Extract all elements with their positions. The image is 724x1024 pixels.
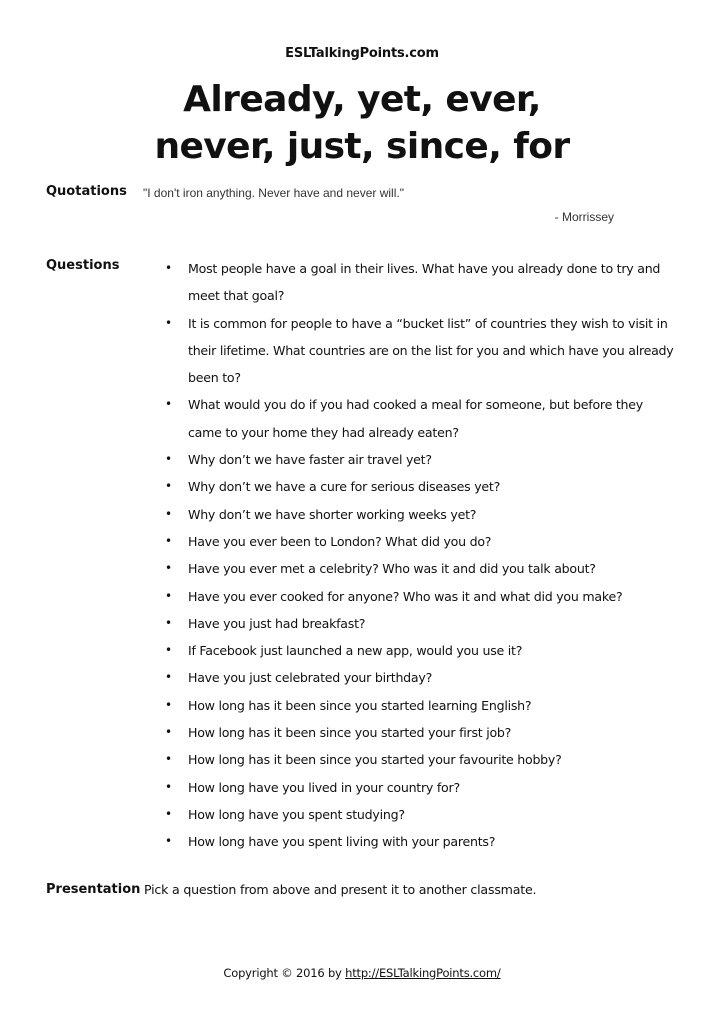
quote-text: "I don't iron anything. Never have and never will." <box>143 186 404 200</box>
copyright-text: Copyright © 2016 by <box>223 966 346 980</box>
list-item <box>160 828 680 855</box>
question-text: Have you ever cooked for anyone? Who was it and what did you make? <box>188 588 623 604</box>
website-link[interactable]: http://ESLTalkingPoints.com/ <box>345 966 501 980</box>
list-item <box>160 746 680 773</box>
bullet-icon: • <box>165 834 172 849</box>
bullet-icon: • <box>165 752 172 767</box>
question-text: How long has it been since you started your favourite hobby? <box>188 752 562 768</box>
bullet-icon: • <box>165 806 172 821</box>
list-item <box>160 473 680 500</box>
question-text: If Facebook just launched a new app, would you use it? <box>188 643 523 659</box>
bullet-icon: • <box>165 315 172 330</box>
list-item <box>160 255 680 310</box>
bullet-icon: • <box>165 561 172 576</box>
page-title <box>0 76 724 170</box>
quote-author: - Morrissey <box>554 210 614 224</box>
bullet-icon: • <box>165 533 172 548</box>
list-item <box>160 801 680 828</box>
question-text: What would you do if you had cooked a meal for someone, but before they came to your home they had already eaten? <box>188 397 643 440</box>
question-text: How long have you spent studying? <box>188 806 405 822</box>
list-item <box>160 310 680 392</box>
list-item <box>160 692 680 719</box>
bullet-icon: • <box>165 506 172 521</box>
bullet-icon: • <box>165 615 172 630</box>
list-item <box>160 391 680 446</box>
list-item <box>160 446 680 473</box>
list-item <box>160 528 680 555</box>
footer-copyright <box>0 966 724 980</box>
question-text: Have you just celebrated your birthday? <box>188 670 433 686</box>
question-text: Most people have a goal in their lives. What have you already done to try and meet that goal? <box>188 261 661 304</box>
questions-list <box>160 255 680 856</box>
question-text: It is common for people to have a “bucket list” of countries they wish to visit in their lifetime. What countries are on the list for you and which have you already been to? <box>188 315 674 386</box>
question-text: How long has it been since you started your first job? <box>188 725 512 741</box>
list-item <box>160 719 680 746</box>
question-text: Why don’t we have shorter working weeks yet? <box>188 506 477 522</box>
bullet-icon: • <box>165 643 172 658</box>
quotations-label: Quotations <box>46 184 127 199</box>
question-text: How long have you lived in your country for? <box>188 779 460 795</box>
presentation-text: Pick a question from above and present it to another classmate. <box>144 882 537 897</box>
bullet-icon: • <box>165 397 172 412</box>
bullet-icon: • <box>165 479 172 494</box>
bullet-icon: • <box>165 725 172 740</box>
presentation-label: Presentation <box>46 882 141 897</box>
question-text: Why don’t we have a cure for serious diseases yet? <box>188 479 501 495</box>
bullet-icon: • <box>165 670 172 685</box>
list-item <box>160 610 680 637</box>
site-name: ESLTalkingPoints.com <box>285 46 439 61</box>
list-item <box>160 555 680 582</box>
bullet-icon: • <box>165 588 172 603</box>
question-text: How long have you spent living with your parents? <box>188 834 496 850</box>
bullet-icon: • <box>165 261 172 275</box>
question-text: Have you ever met a celebrity? Who was it and did you talk about? <box>188 561 596 577</box>
question-text: How long has it been since you started learning English? <box>188 697 532 713</box>
list-item <box>160 637 680 664</box>
question-text: Have you just had breakfast? <box>188 615 366 631</box>
questions-label: Questions <box>46 258 120 273</box>
bullet-icon: • <box>165 452 172 467</box>
question-text: Why don’t we have faster air travel yet? <box>188 452 432 468</box>
question-text: Have you ever been to London? What did you do? <box>188 533 492 549</box>
title-line-2: never, just, since, for <box>154 126 570 167</box>
list-item <box>160 583 680 610</box>
list-item <box>160 501 680 528</box>
bullet-icon: • <box>165 697 172 712</box>
list-item <box>160 664 680 691</box>
bullet-icon: • <box>165 779 172 794</box>
list-item <box>160 774 680 801</box>
title-line-1: Already, yet, ever, <box>183 79 541 120</box>
